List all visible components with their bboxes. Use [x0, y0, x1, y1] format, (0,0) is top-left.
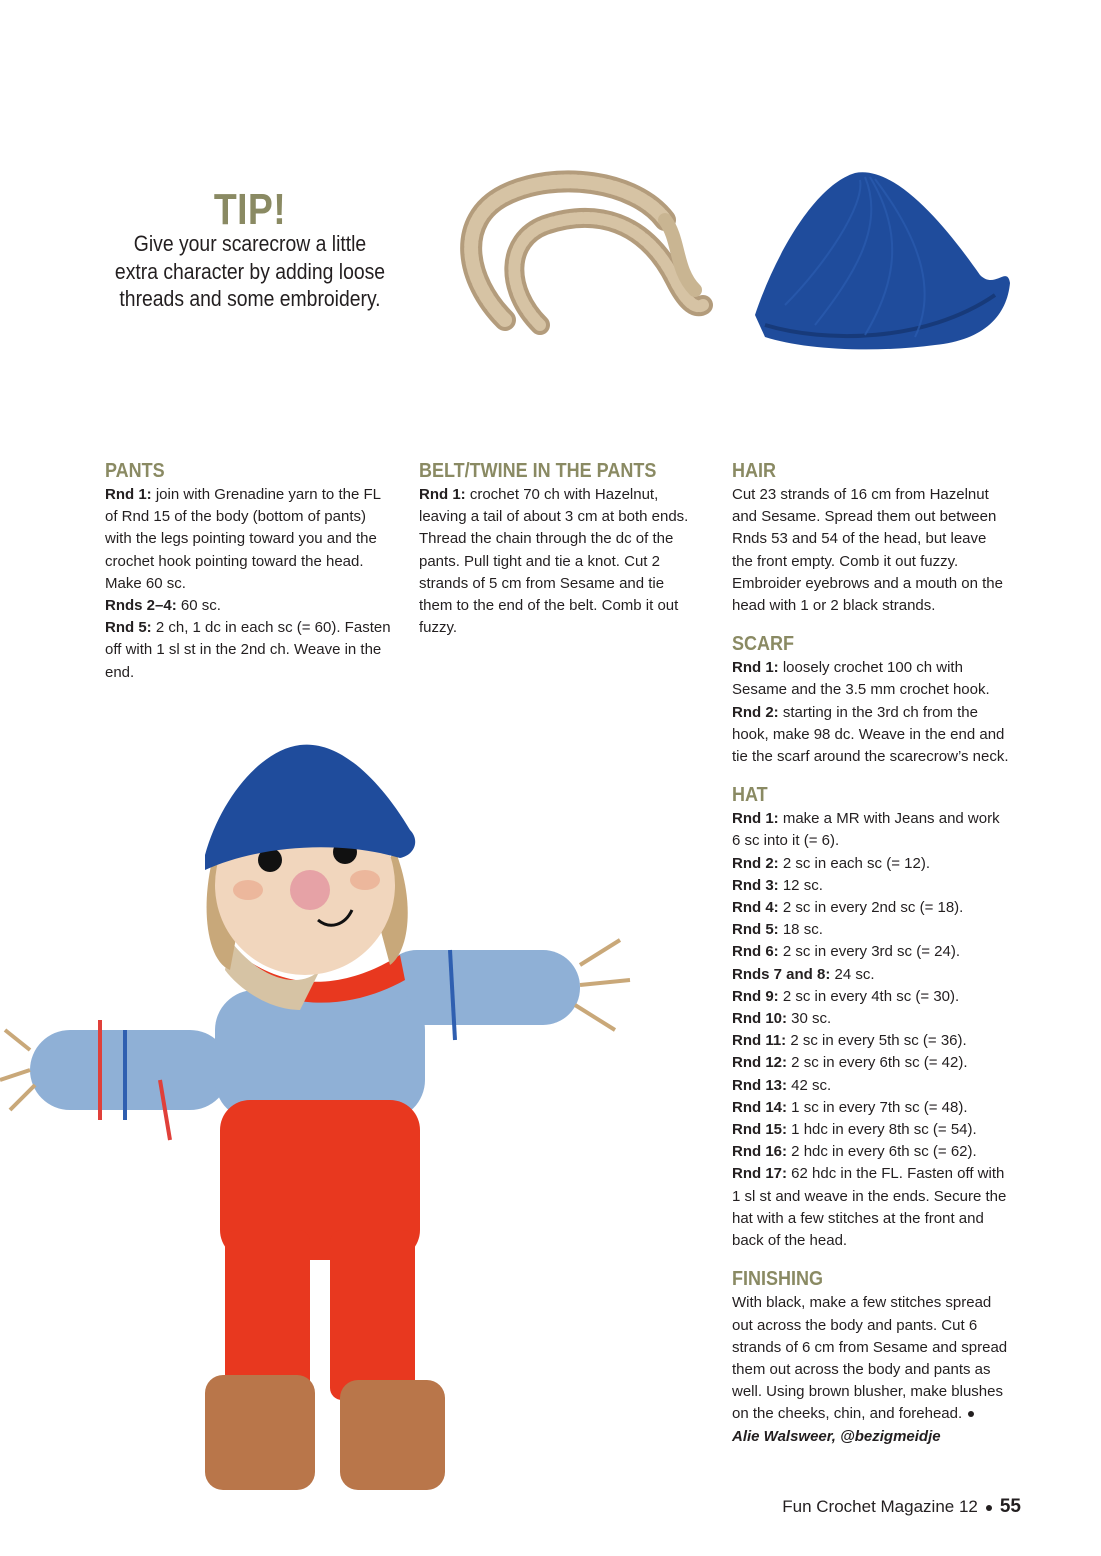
- round-label: Rnd 10:: [732, 1010, 788, 1028]
- end-bullet-icon: [968, 1411, 974, 1417]
- text-line: them to the end of the belt. Comb it out: [419, 597, 679, 615]
- text-line: of Rnd 15 of the body (bottom of pants): [105, 508, 366, 526]
- text-line: and Sesame. Spread them out between: [732, 508, 997, 526]
- text-line: the front empty. Comb it out fuzzy.: [732, 552, 959, 570]
- hat-round: [732, 875, 1032, 897]
- text-line: Make 60 sc.: [105, 574, 186, 592]
- hair-heading: HAIR: [732, 460, 777, 482]
- round-label: Rnd 1:: [732, 659, 779, 677]
- text-line: 24 sc.: [830, 965, 875, 983]
- page-number: 55: [999, 1496, 1021, 1517]
- text-line: 2 sc in every 5th sc (= 36).: [786, 1032, 967, 1050]
- text-line: 2 sc in each sc (= 12).: [778, 854, 930, 872]
- round-label: Rnds 2–4:: [105, 597, 177, 615]
- text-line: Embroider eyebrows and a mouth on the: [732, 574, 1003, 592]
- text-line: 2 sc in every 3rd sc (= 24).: [778, 943, 960, 961]
- round-label: Rnd 13:: [732, 1076, 788, 1094]
- text-line: tie the scarf around the scarecrow’s neck.: [732, 748, 1009, 766]
- text-line: 1 sc in every 7th sc (= 48).: [787, 1098, 968, 1116]
- round-label: Rnds 7 and 8:: [732, 965, 831, 983]
- hat-round: [732, 1097, 1032, 1119]
- scarf-heading: SCARF: [732, 633, 795, 656]
- tip-line: extra character by adding loose: [114, 258, 386, 284]
- hat-photo: [745, 165, 1015, 355]
- hat-round: [732, 986, 1032, 1008]
- text-line: 1 hdc in every 8th sc (= 54).: [787, 1121, 977, 1139]
- round-label: Rnd 11:: [732, 1032, 787, 1050]
- tip-title: TIP!: [213, 185, 287, 234]
- text-line: 2 hdc in every 6th sc (= 62).: [787, 1143, 977, 1161]
- text-line: 1 sl st and weave in the ends. Secure the: [732, 1187, 1007, 1205]
- hat-round: [732, 1030, 1032, 1052]
- author-credit: Alie Walsweer, @bezigmeidje: [732, 1427, 941, 1445]
- right-column: [732, 458, 1032, 1448]
- round-label: Rnd 5:: [105, 619, 152, 637]
- belt-section: [419, 458, 719, 639]
- text-line: strands of 6 cm from Sesame and spread: [732, 1338, 1008, 1356]
- round-label: Rnd 17:: [732, 1165, 788, 1183]
- hat-round: [732, 919, 1032, 941]
- belt-round-1: [419, 484, 719, 639]
- round-label: Rnd 4:: [732, 899, 779, 917]
- hat-round: [732, 1008, 1032, 1030]
- text-line: back of the head.: [732, 1232, 848, 1250]
- tip-text: [114, 230, 387, 313]
- hair-text: [732, 484, 1032, 617]
- round-label: Rnd 3:: [732, 876, 779, 894]
- hat-round: [732, 1163, 1032, 1252]
- twine-photo: [445, 160, 715, 345]
- round-label: Rnd 9:: [732, 987, 779, 1005]
- text-line: off with 1 sl st in the 2nd ch. Weave in the: [105, 641, 382, 659]
- text-line: make a MR with Jeans and work: [778, 810, 1000, 828]
- page-footer: [782, 1496, 1021, 1518]
- scarf-round-2: [732, 702, 1032, 769]
- text-line: join with Grenadine yarn to the FL: [151, 486, 381, 503]
- text-line: Rnds 53 and 54 of the head, but leave: [732, 530, 987, 548]
- text-line: them out across the body and pants as: [732, 1360, 991, 1378]
- text-line: 2 ch, 1 dc in each sc (= 60). Fasten: [151, 619, 391, 637]
- finishing-text: [732, 1292, 1032, 1447]
- hat-round: [732, 897, 1032, 919]
- text-line: 6 sc into it (= 6).: [732, 832, 840, 850]
- text-line: end.: [105, 663, 135, 681]
- text-line: Thread the chain through the dc of the: [419, 530, 674, 548]
- text-line: Cut 23 strands of 16 cm from Hazelnut: [732, 486, 989, 503]
- text-line: starting in the 3rd ch from the: [778, 703, 978, 721]
- text-line: crochet 70 ch with Hazelnut,: [465, 486, 659, 503]
- text-line: leaving a tail of about 3 cm at both ends.: [419, 508, 689, 526]
- round-label: Rnd 2:: [732, 854, 779, 872]
- hat-round: [732, 853, 1032, 875]
- hat-heading: HAT: [732, 784, 768, 807]
- text-line: 2 sc in every 2nd sc (= 18).: [778, 899, 964, 917]
- round-label: Rnd 1:: [105, 486, 152, 503]
- text-line: loosely crochet 100 ch with: [778, 659, 963, 677]
- text-line: 18 sc.: [778, 921, 823, 939]
- text-line: 2 sc in every 4th sc (= 30).: [778, 987, 960, 1005]
- round-label: Rnd 16:: [732, 1143, 788, 1161]
- text-line: crochet hook pointing toward the head.: [105, 552, 364, 570]
- text-line: strands of 5 cm from Sesame and tie: [419, 574, 665, 592]
- hat-round: [732, 941, 1032, 963]
- round-label: Rnd 12:: [732, 1054, 788, 1072]
- hat-rounds: [732, 808, 1032, 1252]
- scarecrow-photo: [0, 740, 720, 1540]
- text-line: With black, make a few stitches spread: [732, 1294, 992, 1312]
- text-line: with the legs pointing toward you and the: [105, 530, 377, 548]
- finishing-heading: FINISHING: [732, 1268, 824, 1291]
- text-line: 60 sc.: [176, 597, 221, 615]
- text-line: 62 hdc in the FL. Fasten off with: [787, 1165, 1005, 1183]
- round-label: Rnd 2:: [732, 703, 779, 721]
- tip-line: threads and some embroidery.: [119, 286, 381, 311]
- tip-line: Give your scarecrow a little: [133, 231, 367, 256]
- round-label: Rnd 15:: [732, 1121, 788, 1139]
- pants-section: [105, 458, 405, 684]
- text-line: out across the body and pants. Cut 6: [732, 1316, 978, 1334]
- pants-round-2: [105, 595, 405, 617]
- pants-heading: PANTS: [105, 460, 165, 482]
- round-label: Rnd 1:: [732, 810, 779, 828]
- round-label: Rnd 14:: [732, 1098, 788, 1116]
- text-line: 12 sc.: [778, 876, 823, 894]
- text-line: hat with a few stitches at the front and: [732, 1209, 984, 1227]
- text-line: head with 1 or 2 black strands.: [732, 597, 936, 615]
- footer-bullet-icon: [986, 1505, 992, 1511]
- hat-round: [732, 1141, 1032, 1163]
- text-line: on the cheeks, chin, and forehead.: [732, 1405, 963, 1423]
- text-line: pants. Pull tight and tie a knot. Cut 2: [419, 552, 660, 570]
- pants-round-1: [105, 484, 405, 595]
- hat-round: [732, 1075, 1032, 1097]
- hat-round: [732, 808, 1032, 852]
- round-label: Rnd 6:: [732, 943, 779, 961]
- text-line: Sesame and the 3.5 mm crochet hook.: [732, 681, 990, 699]
- pants-round-3: [105, 617, 405, 684]
- text-line: well. Using brown blusher, make blushes: [732, 1383, 1003, 1401]
- text-line: 30 sc.: [787, 1010, 832, 1028]
- hat-round: [732, 1119, 1032, 1141]
- round-label: Rnd 1:: [419, 486, 466, 503]
- text-line: 2 sc in every 6th sc (= 42).: [787, 1054, 968, 1072]
- round-label: Rnd 5:: [732, 921, 779, 939]
- scarf-round-1: [732, 657, 1032, 701]
- hat-round: [732, 1052, 1032, 1074]
- text-line: 42 sc.: [787, 1076, 832, 1094]
- text-line: hook, make 98 dc. Weave in the end and: [732, 725, 1005, 743]
- hat-round: [732, 964, 1032, 986]
- magazine-name: Fun Crochet Magazine 12: [782, 1497, 978, 1516]
- belt-heading: BELT/TWINE IN THE PANTS: [419, 460, 657, 482]
- text-line: fuzzy.: [419, 619, 458, 637]
